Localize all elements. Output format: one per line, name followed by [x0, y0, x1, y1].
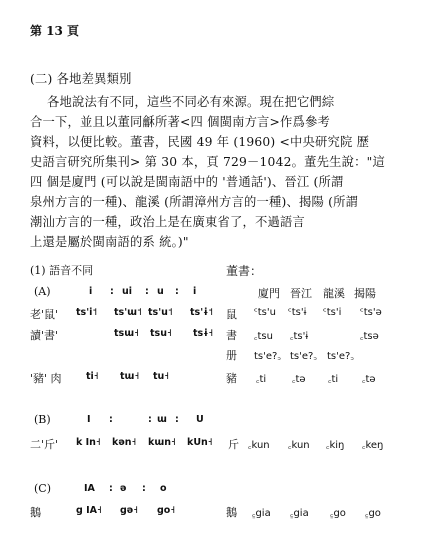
group-b-final: U	[196, 414, 204, 425]
dong-reading: ts'e?꜆	[254, 351, 281, 362]
dialect-header-jieyang: 揭陽	[354, 287, 376, 300]
paragraph-line: 潮汕方言的一種，政治上是在廣東省了，不過語言	[30, 215, 305, 229]
paragraph-line: 史語言研究所集刊> 第 30 本，頁 729－1042。董先生說："這	[30, 155, 385, 169]
paragraph-line: 各地說法有不同，這些不同必有來源。現在把它們綜	[47, 95, 335, 109]
group-a-final: :	[175, 286, 179, 297]
reading: gə˧	[120, 505, 138, 516]
paragraph-line: 資料，以便比較。董書，民國 49 年 (1960) <中央研究院 歷	[30, 135, 370, 149]
reading: kUn˧	[187, 437, 213, 448]
dong-reading: ᶜts'ɨ	[288, 307, 307, 318]
dong-reading: ꜀tsu	[254, 331, 273, 342]
row-word: 二'斤'	[30, 438, 59, 451]
dong-reading: ꜀kiŋ	[326, 440, 345, 451]
dong-char: 斤	[228, 438, 239, 451]
row-word: '豬' 肉	[30, 372, 62, 385]
dong-char: 鼠	[226, 308, 237, 321]
group-b-final: :	[148, 414, 152, 425]
paragraph-line: 泉州方言的一種)、龍溪 (所謂漳州方言的一種)、揭陽 (所謂	[30, 195, 359, 209]
reading: ts'ɯ˦	[114, 307, 142, 318]
reading: k In˧	[76, 437, 101, 448]
dong-reading: ꜀kun	[248, 440, 270, 451]
dong-reading: ꜀ti	[328, 374, 339, 385]
reading: kən˧	[112, 437, 137, 448]
paragraph-line: 四 個是廈門 (可以說是閩南語中的 '普通話')、晉江 (所謂	[30, 175, 344, 189]
group-a-final: :	[145, 286, 149, 297]
dong-reading: ꜁gia	[290, 508, 309, 519]
dong-char: 鵝	[226, 506, 237, 519]
reading: tu˧	[153, 371, 170, 382]
dong-reading: ꜁gia	[252, 508, 271, 519]
group-a-final: ui	[122, 286, 133, 297]
reading: tsu˧	[150, 328, 172, 339]
group-a-label: (A)	[34, 285, 51, 298]
group-c-label: (C)	[34, 482, 51, 495]
dong-reading: ꜁go	[365, 508, 381, 519]
dong-reading: ꜁go	[330, 508, 346, 519]
dong-reading: ꜀keŋ	[362, 440, 384, 451]
row-word: 老'鼠'	[30, 308, 59, 321]
group-a-final: u	[157, 286, 164, 297]
dong-reading: ᶜts'u	[254, 307, 276, 318]
dong-reading: ts'e?꜆	[327, 351, 354, 362]
section-title: (二) 各地差異類別	[30, 72, 132, 86]
group-b-final: I	[87, 414, 91, 425]
dialect-header-xiamen: 廈門	[258, 287, 280, 300]
group-a-final: :	[110, 286, 114, 297]
reading: g IA˧	[76, 505, 102, 516]
dong-char: 書	[226, 329, 237, 342]
row-word: 鵝	[30, 506, 41, 519]
subsection-label: (1) 語音不同	[30, 264, 94, 277]
dong-reading: ts'e?꜆	[290, 351, 317, 362]
dong-char: 豬	[226, 372, 237, 385]
group-a-final: i	[89, 286, 93, 297]
reading: tsɨ˧	[193, 328, 214, 339]
group-b-final: ɯ	[157, 414, 167, 425]
page-number: 第 13 頁	[30, 24, 80, 38]
dialect-header-jinjiang: 晉江	[290, 287, 312, 300]
reading: ti˧	[86, 371, 99, 382]
reading: kɯn˧	[148, 437, 176, 448]
dong-char: 册	[226, 349, 237, 362]
reading: tɯ˧	[120, 371, 140, 382]
dong-reading: ꜀kun	[288, 440, 310, 451]
reading: ts'ɨ˦	[190, 307, 214, 318]
reading: ts'u˦	[148, 307, 173, 318]
group-b-final: :	[175, 414, 179, 425]
dong-reading: ᶜts'ə	[360, 307, 382, 318]
group-c-final: ə	[120, 483, 127, 494]
group-c-final: :	[109, 483, 113, 494]
row-word: 讀'書'	[30, 329, 59, 342]
group-c-final: :	[142, 483, 146, 494]
dong-reading: ꜀tsə	[360, 331, 379, 342]
group-b-final: :	[109, 414, 113, 425]
reading: go˧	[157, 505, 176, 516]
dong-book-label: 董書：	[226, 264, 263, 278]
dong-reading: ᶜts'i	[323, 307, 342, 318]
paragraph-line: 合一下，並且以董同龢所著<四 個閩南方言>作爲參考	[30, 115, 331, 129]
dong-reading: ꜀tə	[292, 374, 306, 385]
dong-reading: ꜀tə	[362, 374, 376, 385]
group-b-label: (B)	[34, 413, 51, 426]
group-a-final: i	[193, 286, 197, 297]
group-c-final: o	[160, 483, 167, 494]
reading: tsɯ˧	[114, 328, 139, 339]
group-c-final: IA	[84, 483, 95, 494]
dong-reading: ꜀ts'ɨ	[290, 331, 309, 342]
dialect-header-longxi: 龍溪	[323, 287, 345, 300]
reading: ts'i˦	[76, 307, 98, 318]
dong-reading: ꜀ti	[256, 374, 267, 385]
paragraph-line: 上還是屬於閩南語的系 統。)"	[30, 235, 189, 249]
